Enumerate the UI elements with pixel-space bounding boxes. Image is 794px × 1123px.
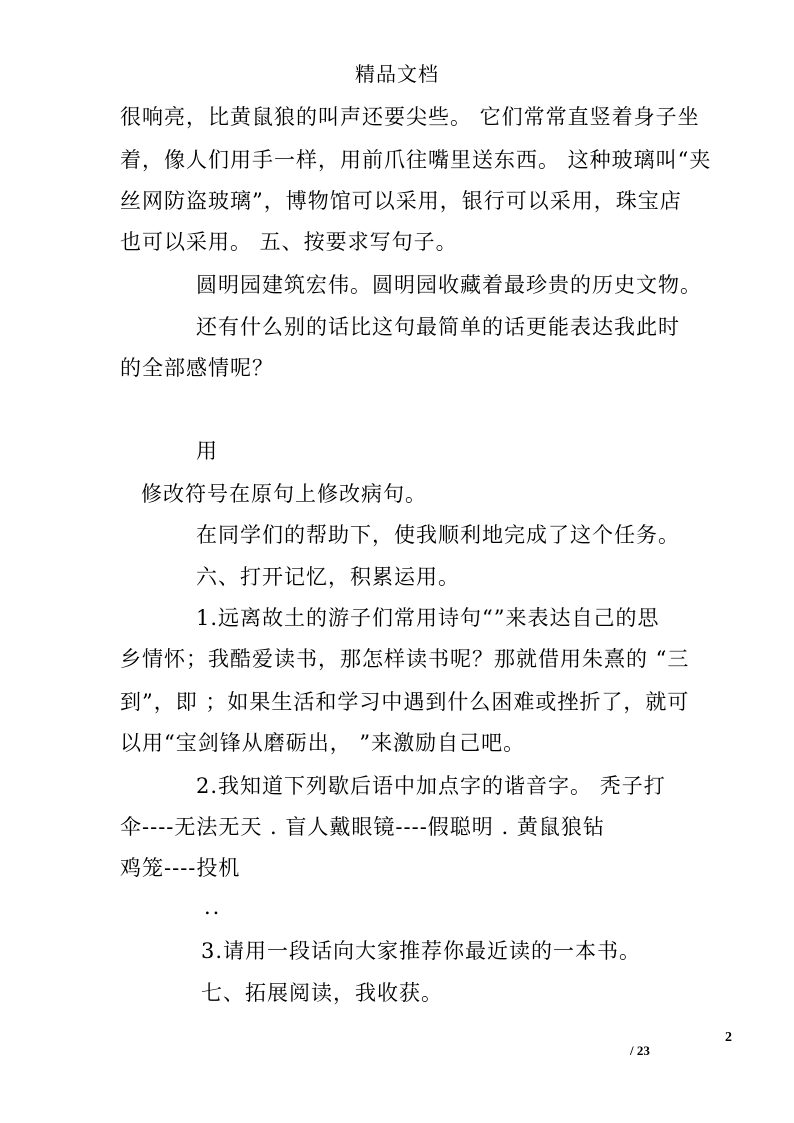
body-line-17: 伞----无法无天 . 盲人戴眼镜----假聪明 . 黄鼠狼钻	[120, 815, 605, 839]
body-line-7: 的全部感情呢？	[120, 356, 274, 380]
body-line-3: 丝网防盗玻璃”，博物馆可以采用，银行可以采用，珠宝店	[120, 189, 682, 213]
body-line-15: 以用“宝剑锋从磨砺出， ”来激励自己吧。	[120, 731, 526, 755]
body-line-10: 在同学们的帮助下，使我顺利地完成了这个任务。	[196, 523, 680, 547]
body-line-13: 乡情怀；我酷爱读书，那怎样读书呢？那就借用朱熹的 “三	[120, 647, 690, 671]
body-line-14: 到”，即 ；如果生活和学习中遇到什么困难或挫折了，就可	[120, 690, 690, 714]
body-line-6: 还有什么别的话比这句最简单的话更能表达我此时	[196, 315, 680, 339]
body-line-16: 2.我知道下列歇后语中加点字的谐音字。 秃子打	[196, 774, 666, 798]
page-number: 2	[725, 1030, 732, 1045]
body-line-1: 很响亮，比黄鼠狼的叫声还要尖些。 它们常常直竖着身子坐	[120, 105, 700, 129]
body-line-2: 着，像人们用手一样，用前爪往嘴里送东西。 这种玻璃叫“夹	[120, 148, 712, 172]
body-line-9: 修改符号在原句上修改病句。	[141, 482, 427, 506]
page-total: / 23	[630, 1043, 650, 1058]
body-line-11: 六、打开记忆，积累运用。	[196, 565, 460, 589]
page-header: 精品文档	[355, 62, 439, 86]
body-line-dots: ..	[204, 895, 222, 919]
body-line-5: 圆明园建筑宏伟。圆明园收藏着最珍贵的历史文物。	[196, 273, 702, 297]
body-line-12: 1.远离故土的游子们常用诗句“”来表达自己的思	[196, 606, 660, 630]
body-line-4: 也可以采用。 五、按要求写句子。	[120, 230, 458, 254]
body-line-8: 用	[196, 439, 218, 463]
body-line-19: 3.请用一段话向大家推荐你最近读的一本书。	[201, 939, 642, 963]
body-line-18: 鸡笼----投机	[120, 856, 241, 880]
body-line-20: 七、拓展阅读，我收获。	[201, 981, 443, 1005]
